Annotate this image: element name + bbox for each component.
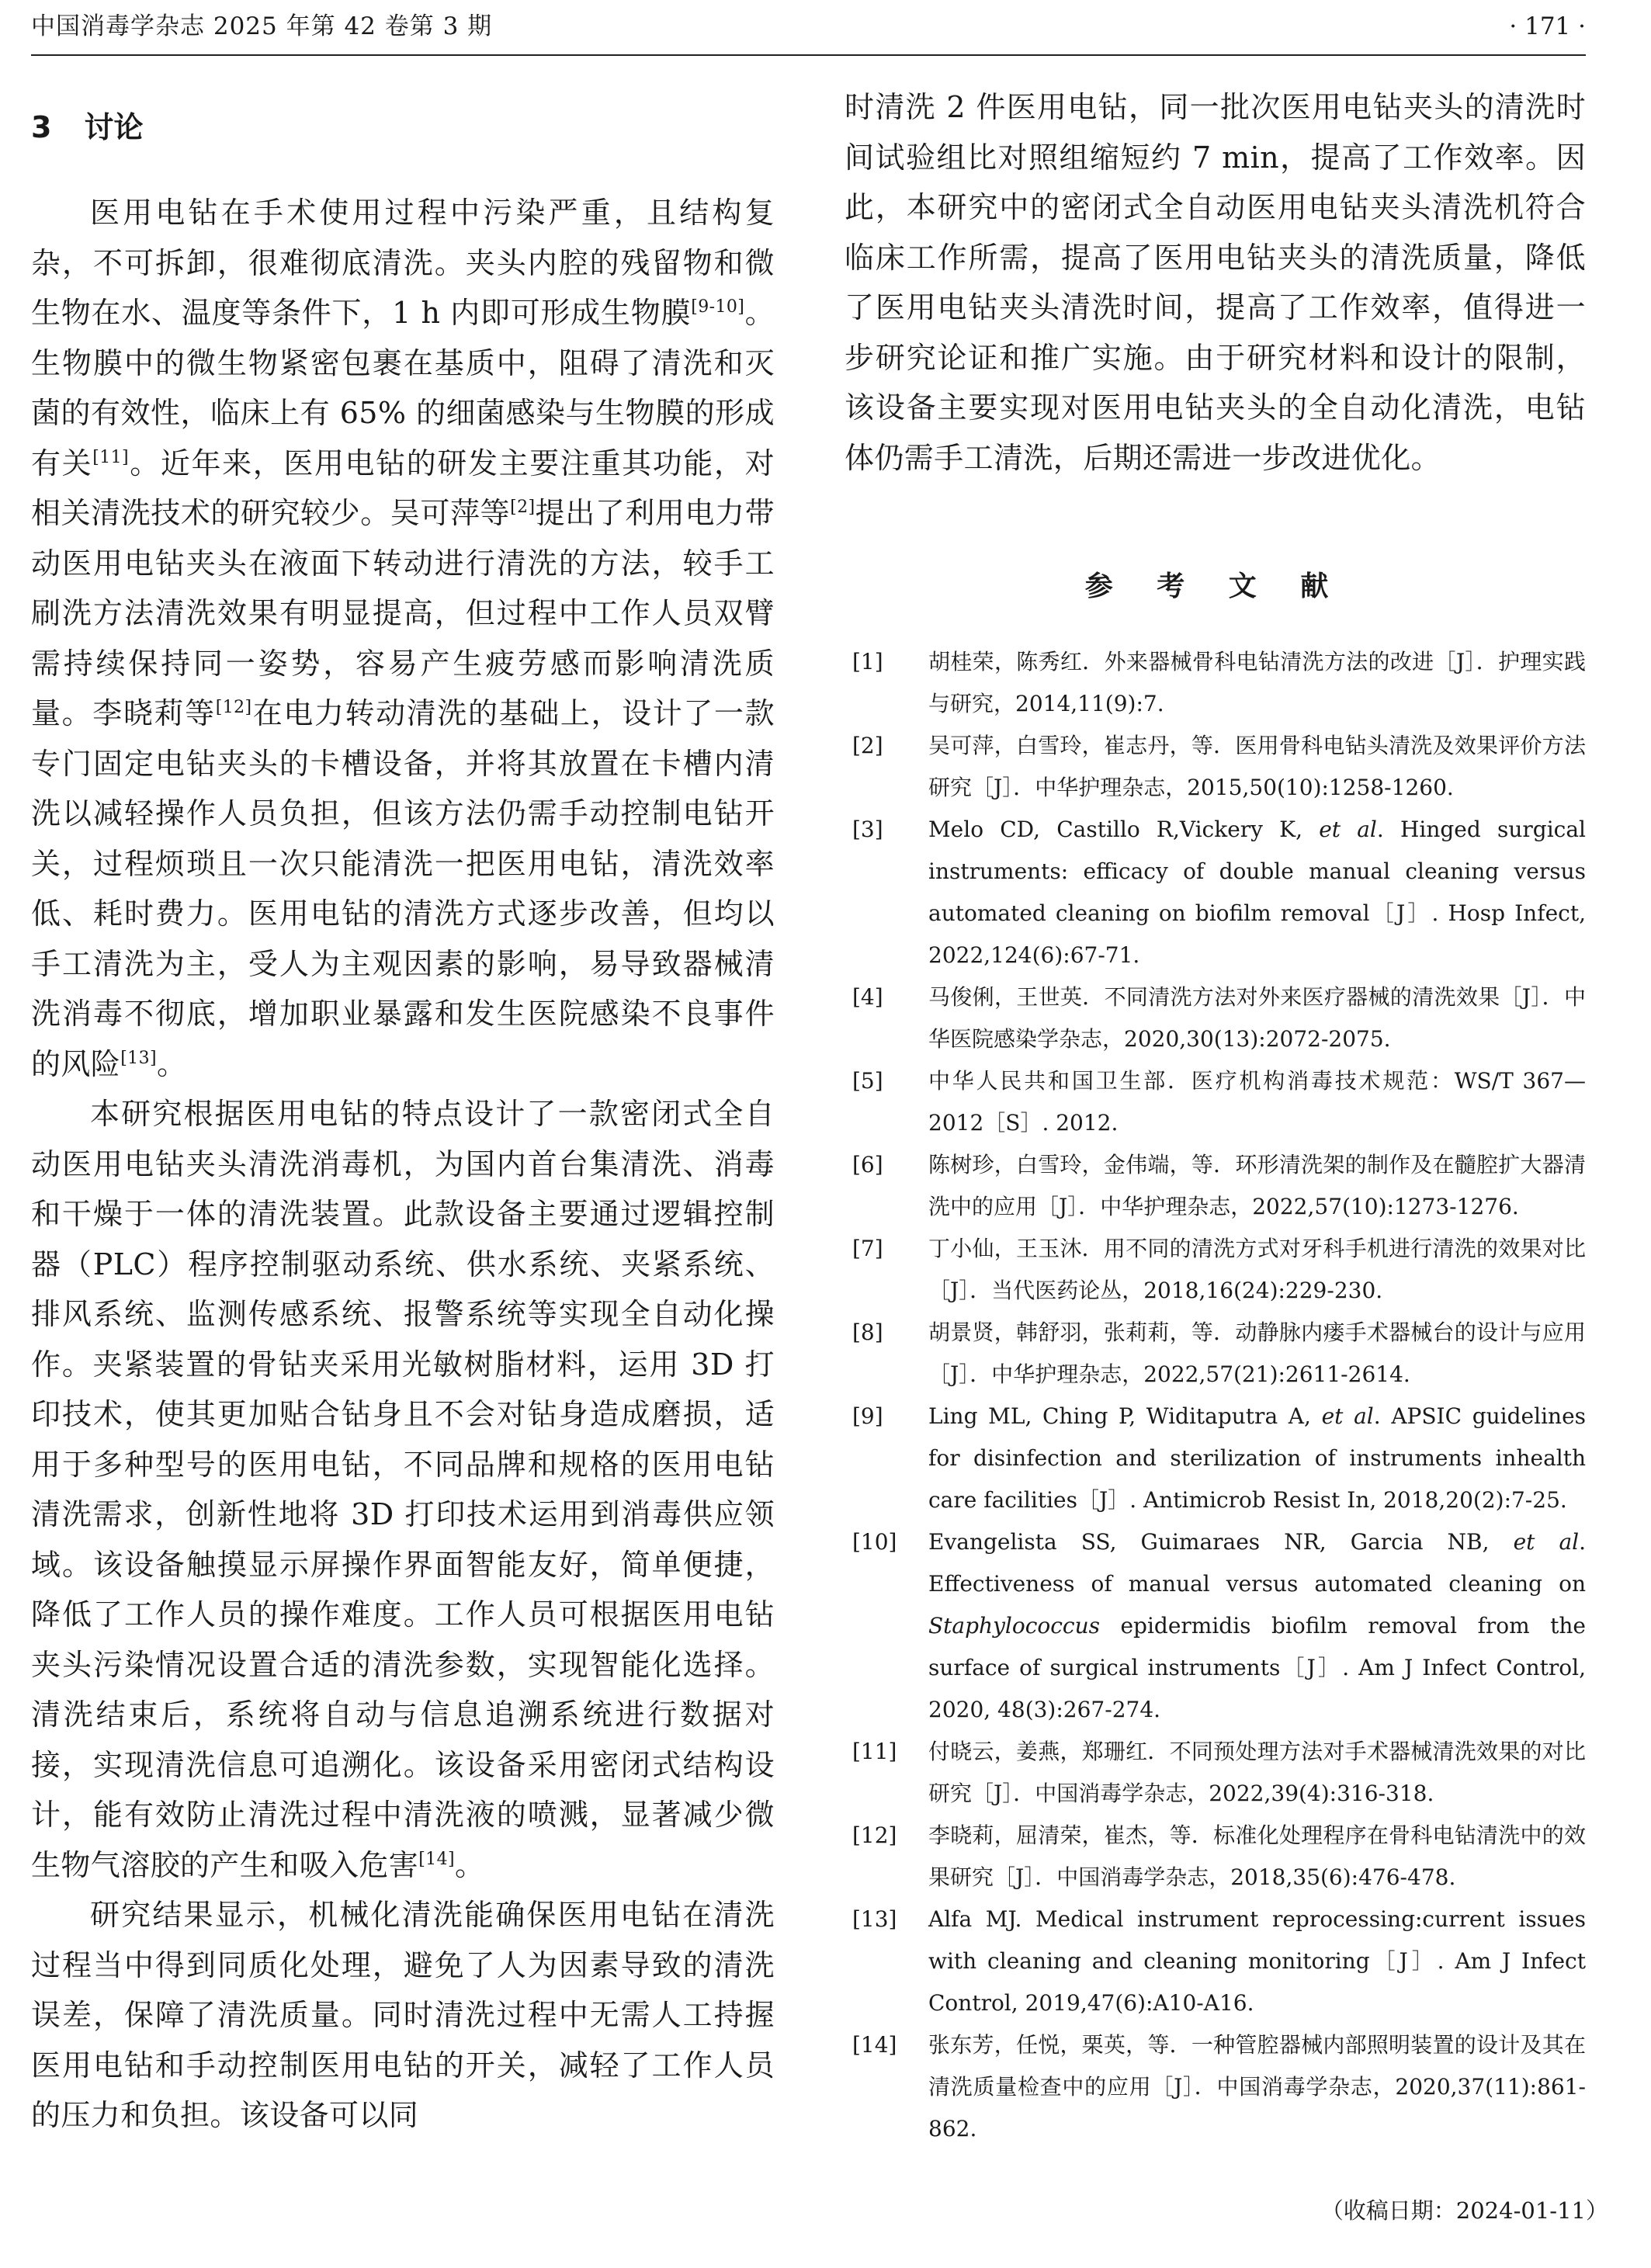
reference-text: Alfa MJ. Medical instrument reprocessing:current issues with cleaning and cleaning monitoring［J］. Am J Infect Control, 2019,47(6):A10-A16. <box>928 1906 1586 2016</box>
citation-marker: [11] <box>92 447 130 467</box>
reference-number: [4] <box>852 984 883 1010</box>
section-number: 3 <box>31 110 52 144</box>
italic-text: Staphylococcus <box>928 1613 1101 1639</box>
reference-item <box>845 1144 1586 1228</box>
discussion-paragraph-3-cont: 时清洗 2 件医用电钻，同一批次医用电钻夹头的清洗时间试验组比对照组缩短约 7 min，提高了工作效率。因此，本研究中的密闭式全自动医用电钻夹头清洗机符合临床工作所需，提高了医用电钻夹头的清洗质量，降低了医用电钻夹头清洗时间，提高了工作效率，值得进一步研究论证和推广实施。由于研究材料和设计的限制，该设备主要实现对医用电钻夹头的全自动化清洗，电钻体仍需手工清洗，后期还需进一步改进优化。 <box>845 90 1586 475</box>
reference-number: [5] <box>852 1068 883 1094</box>
reference-number: [7] <box>852 1236 883 1261</box>
reference-item <box>845 1312 1586 1396</box>
running-header <box>31 6 1586 56</box>
citation-marker: [14] <box>418 1849 455 1869</box>
reference-item <box>845 1396 1586 1521</box>
reference-number: [14] <box>852 2032 897 2058</box>
reference-item <box>845 1060 1586 1144</box>
reference-number: [3] <box>852 817 883 842</box>
reference-number: [12] <box>852 1822 897 1848</box>
citation-marker: [2] <box>510 498 536 517</box>
reference-item <box>845 1815 1586 1899</box>
reference-item <box>845 976 1586 1060</box>
reference-item <box>845 809 1586 976</box>
reference-number: [6] <box>852 1152 883 1177</box>
reference-number: [2] <box>852 733 883 758</box>
discussion-paragraph-3: 研究结果显示，机械化清洗能确保医用电钻在清洗过程当中得到同质化处理，避免了人为因素导致的清洗误差，保障了清洗质量。同时清洗过程中无需人工持握医用电钻和手动控制医用电钻的开关，减轻了工作人员的压力和负担。该设备可以同 <box>31 1898 775 2132</box>
section-heading <box>31 106 143 149</box>
discussion-continuation <box>845 82 1586 483</box>
reference-text: 李晓莉，屈清荣，崔杰，等．标准化处理程序在骨科电钻清洗中的效果研究［J］．中国消毒学杂志，2018,35(6):476-478. <box>928 1822 1586 1890</box>
reference-number: [1] <box>852 649 883 675</box>
italic-text: et al <box>1321 1403 1374 1429</box>
reference-text: Evangelista SS, Guimaraes NR, Garcia NB, et al. Effectiveness of manual versus automated cleaning on Staphylococcus epidermidis biofilm removal from the surface of surgical instruments［J］. Am J Infect Control, 2020, 48(3):267-274. <box>928 1529 1586 1722</box>
received-date: （收稿日期：2024-01-11） <box>1320 2197 1608 2224</box>
reference-item <box>845 641 1586 725</box>
citation-marker: [9-10] <box>691 297 745 317</box>
reference-text: Ling ML, Ching P, Widitaputra A, et al. APSIC guidelines for disinfection and sterilization of instruments inhealth care facilities［J］. Antimicrob Resist In, 2018,20(2):7-25. <box>928 1403 1587 1513</box>
reference-text: 张东芳，任悦，栗英，等．一种管腔器械内部照明装置的设计及其在清洗质量检查中的应用［J］．中国消毒学杂志，2020,37(11):861-862. <box>928 2032 1586 2141</box>
reference-item <box>845 1899 1586 2024</box>
reference-number: [9] <box>852 1403 883 1429</box>
references-heading: 参 考 文 献 <box>1084 570 1346 602</box>
reference-text: 胡景贤，韩舒羽，张莉莉，等．动静脉内瘘手术器械台的设计与应用［J］．中华护理杂志，2022,57(21):2611-2614. <box>928 1320 1586 1387</box>
section-title: 讨论 <box>84 110 144 144</box>
citation-marker: [13] <box>120 1048 157 1068</box>
citation-marker: [12] <box>215 698 252 717</box>
reference-item <box>845 1521 1586 1731</box>
reference-item <box>845 725 1586 809</box>
reference-text: 陈树珍，白雪玲，金伟端，等．环形清洗架的制作及在髓腔扩大器清洗中的应用［J］．中华护理杂志，2022,57(10):1273-1276. <box>928 1152 1586 1219</box>
reference-list <box>845 641 1586 2150</box>
italic-text: et al <box>1319 817 1377 842</box>
reference-text: 马俊俐，王世英．不同清洗方法对外来医疗器械的清洗效果［J］．中华医院感染学杂志，2020,30(13):2072-2075. <box>928 984 1586 1052</box>
reference-number: [8] <box>852 1320 883 1345</box>
reference-text: 付晓云，姜燕，郑珊红．不同预处理方法对手术器械清洗效果的对比研究［J］．中国消毒学杂志，2022,39(4):316-318. <box>928 1739 1586 1806</box>
reference-text: 胡桂荣，陈秀红．外来器械骨科电钻清洗方法的改进［J］．护理实践与研究，2014,11(9):7. <box>928 649 1586 716</box>
reference-text: Melo CD, Castillo R,Vickery K, et al. Hinged surgical instruments: efficacy of double manual cleaning versus automated cleaning on biofilm removal［J］. Hosp Infect, 2022,124(6):67-71. <box>928 817 1586 968</box>
discussion-body <box>31 188 775 2141</box>
reference-number: [13] <box>852 1906 897 1932</box>
page-number: · 171 · <box>1509 12 1586 40</box>
reference-number: [10] <box>852 1529 897 1555</box>
reference-item <box>845 1228 1586 1312</box>
reference-text: 中华人民共和国卫生部．医疗机构消毒技术规范：WS/T 367—2012［S］. 2012. <box>928 1068 1586 1136</box>
reference-number: [11] <box>852 1739 897 1764</box>
journal-issue-line: 中国消毒学杂志 2025 年第 42 卷第 3 期 <box>31 12 493 40</box>
reference-item <box>845 2024 1586 2150</box>
reference-text: 丁小仙，王玉沐．用不同的清洗方式对牙科手机进行清洗的效果对比［J］．当代医药论丛，2018,16(24):229-230. <box>928 1236 1586 1303</box>
discussion-paragraph-1: 医用电钻在手术使用过程中污染严重，且结构复杂，不可拆卸，很难彻底清洗。夹头内腔的残留物和微生物在水、温度等条件下，1 h 内即可形成生物膜[9-10]。生物膜中的微生物紧密包裹在基质中，阻碍了清洗和灭菌的有效性，临床上有 65% 的细菌感染与生物膜的形成有关[11]。近年来，医用电钻的研发主要注重其功能，对相关清洗技术的研究较少。吴可萍等[2]提出了利用电力带动医用电钻夹头在液面下转动进行清洗的方法，较手工刷洗方法清洗效果有明显提高，但过程中工作人员双臂需持续保持同一姿势，容易产生疲劳感而影响清洗质量。李晓莉等[12]在电力转动清洗的基础上，设计了一款专门固定电钻夹头的卡槽设备，并将其放置在卡槽内清洗以减轻操作人员负担，但该方法仍需手动控制电钻开关，过程烦琐且一次只能清洗一把医用电钻，清洗效率低、耗时费力。医用电钻的清洗方式逐步改善，但均以手工清洗为主，受人为主观因素的影响，易导致器械清洗消毒不彻底，增加职业暴露和发生医院感染不良事件的风险[13]。 <box>31 196 775 1081</box>
italic-text: et al <box>1513 1529 1580 1555</box>
discussion-paragraph-2: 本研究根据医用电钻的特点设计了一款密闭式全自动医用电钻夹头清洗消毒机，为国内首台集清洗、消毒和干燥于一体的清洗装置。此款设备主要通过逻辑控制器（PLC）程序控制驱动系统、供水系统、夹紧系统、排风系统、监测传感系统、报警系统等实现全自动化操作。夹紧装置的骨钻夹采用光敏树脂材料，运用 3D 打印技术，使其更加贴合钻身且不会对钻身造成磨损，适用于多种型号的医用电钻，不同品牌和规格的医用电钻清洗需求，创新性地将 3D 打印技术运用到消毒供应领域。该设备触摸显示屏操作界面智能友好，简单便捷，降低了工作人员的操作难度。工作人员可根据医用电钻夹头污染情况设置合适的清洗参数，实现智能化选择。清洗结束后，系统将自动与信息追溯系统进行数据对接，实现清洗信息可追溯化。该设备采用密闭式结构设计，能有效防止清洗过程中清洗液的喷溅，显著减少微生物气溶胶的产生和吸入危害[14]。 <box>31 1097 775 1882</box>
reference-item <box>845 1731 1586 1815</box>
reference-text: 吴可萍，白雪玲，崔志丹，等．医用骨科电钻头清洗及效果评价方法研究［J］．中华护理杂志，2015,50(10):1258-1260. <box>928 733 1586 800</box>
